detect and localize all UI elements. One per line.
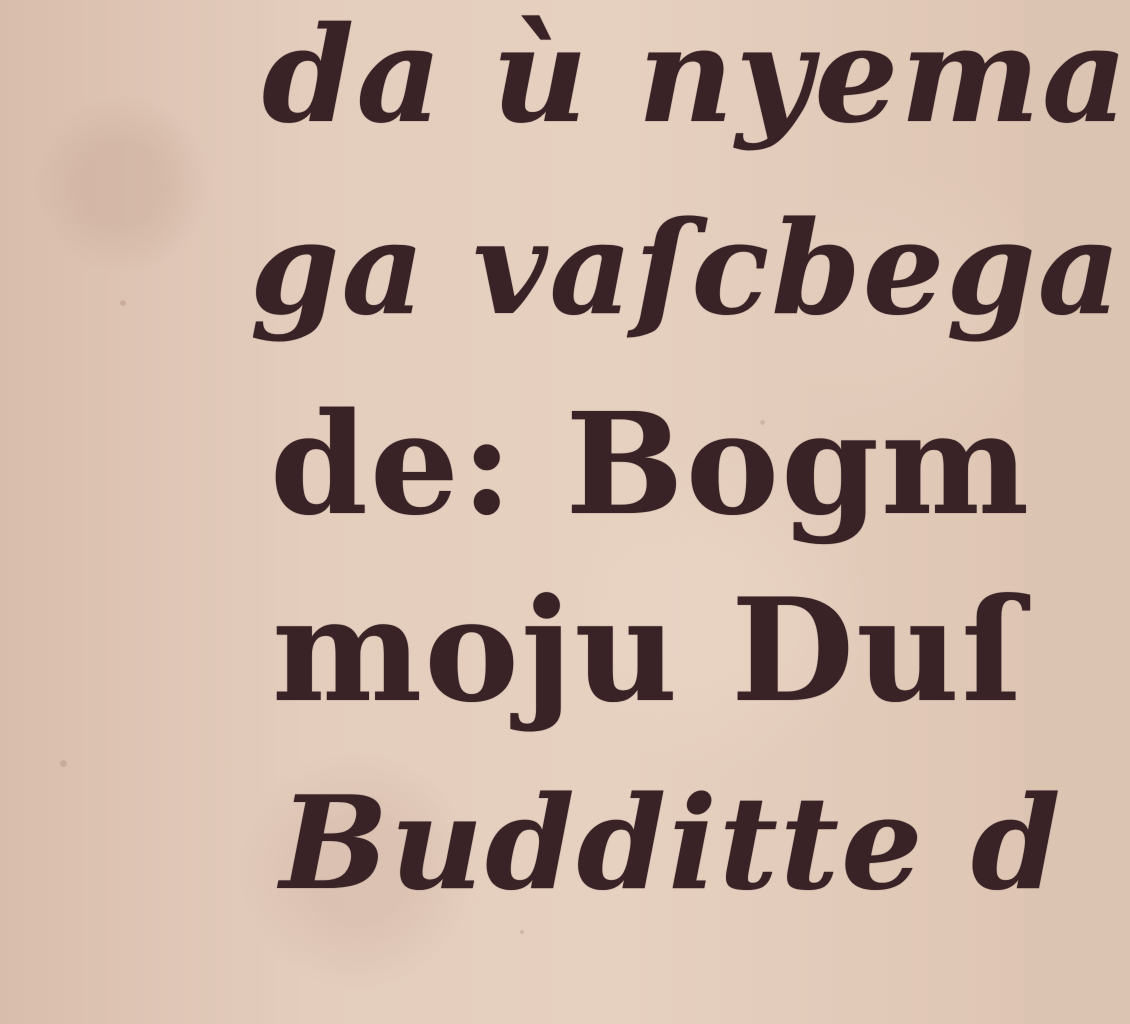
text-line-3: de: Bogm bbox=[270, 383, 1032, 547]
text-line-4: moju Duſ bbox=[272, 568, 1025, 734]
text-line-2: ga vaſcbega bbox=[250, 194, 1123, 344]
text-line-1: da ù nyema bbox=[262, 0, 1130, 153]
text-line-5: Budditte d bbox=[280, 769, 1063, 919]
